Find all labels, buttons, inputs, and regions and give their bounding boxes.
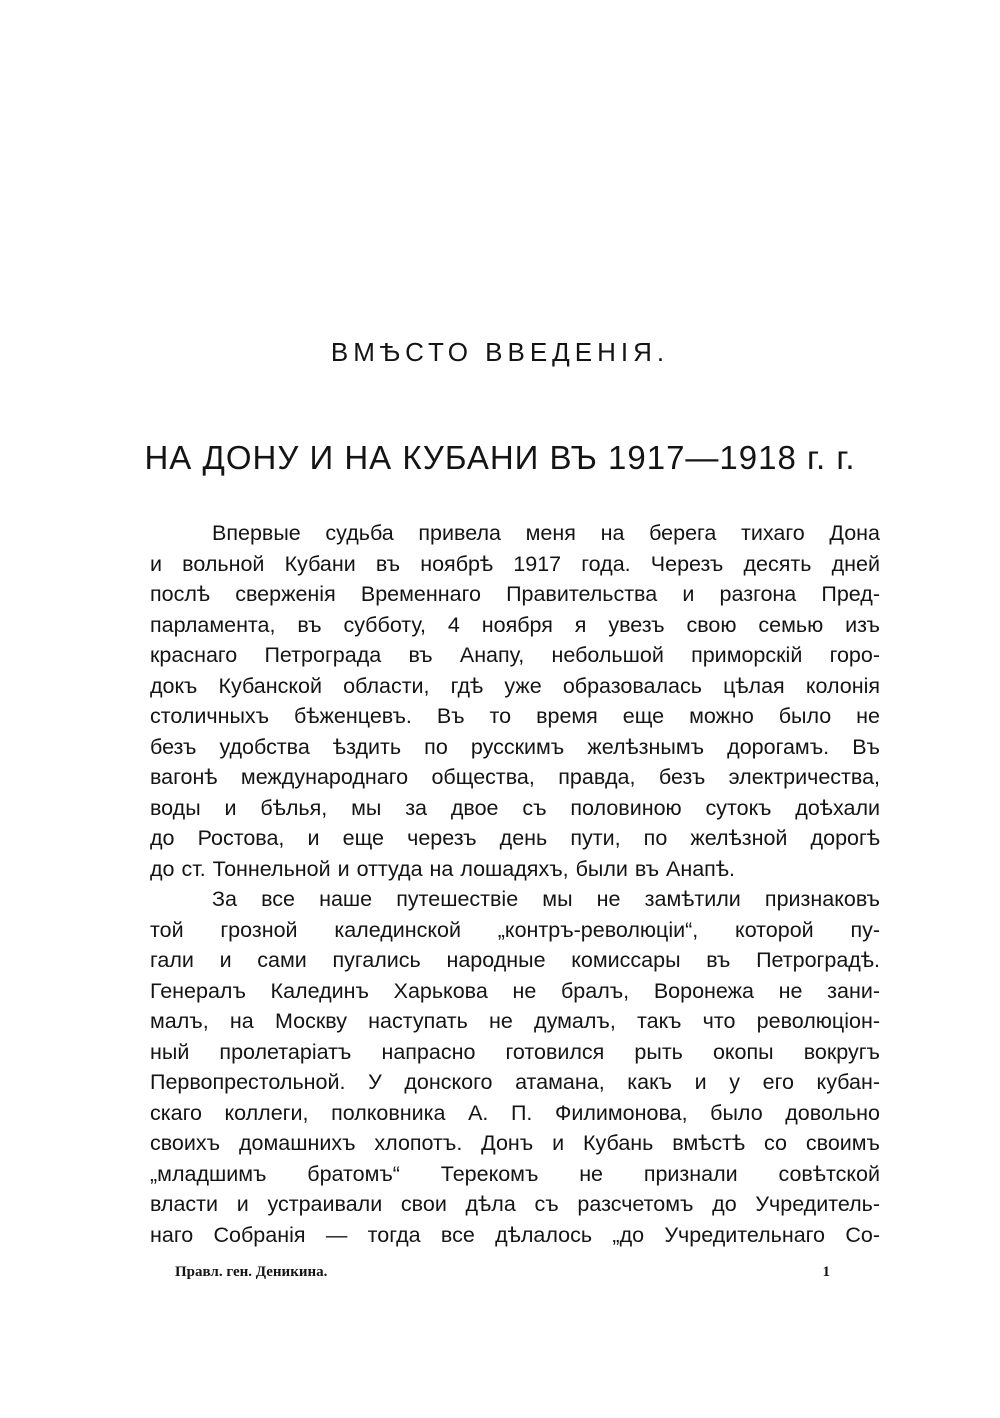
signature-mark: 1 (822, 1264, 830, 1280)
text-line: вагонѣ международнаго общества, правда, безъ электричества, (150, 765, 880, 789)
text-line: той грозной калединской „контръ-революціи“, которой пу- (150, 917, 880, 942)
text-line: ный пролетаріатъ напрасно готовился рыть окопы вокругъ (150, 1039, 880, 1064)
text-line: Генералъ Калединъ Харькова не бралъ, Воронежа не зани- (150, 978, 880, 1003)
footer-signature: Правл. ген. Деникина. (175, 1264, 328, 1280)
text-line: За все наше путешествіе мы не замѣтили признаковъ (212, 887, 880, 911)
text-line: гали и сами пугались народные комиссары въ Петроградѣ. (150, 948, 880, 972)
text-line: Впервые судьба привела меня на берега тихаго Дона (212, 521, 880, 545)
text-line: до Ростова, и еще черезъ день пути, по желѣзной дорогѣ (150, 826, 880, 850)
text-line: „младшимъ братомъ“ Терекомъ не признали совѣтской (150, 1161, 880, 1186)
text-line: безъ удобства ѣздить по русскимъ желѣзнымъ дорогамъ. Въ (150, 734, 880, 759)
text-line: власти и устраивали свои дѣла съ разсчетомъ до Учредитель- (150, 1192, 880, 1216)
text-line: парламента, въ субботу, 4 ноября я увезъ свою семью изъ (150, 612, 880, 637)
text-line: малъ, на Москву наступать не думалъ, такъ что революціон- (150, 1009, 880, 1033)
text-line: до ст. Тоннельной и оттуда на лошадяхъ, были въ Анапѣ. (150, 856, 735, 881)
text-line: краснаго Петрограда въ Анапу, небольшой приморскій горо- (150, 643, 880, 667)
text-line: и вольной Кубани въ ноябрѣ 1917 года. Черезъ десять дней (150, 551, 880, 576)
text-line: наго Собранія — тогда все дѣлалось „до Учредительнаго Со- (150, 1222, 880, 1247)
text-line: Первопрестольной. У донского атамана, какъ и у его кубан- (150, 1070, 880, 1094)
text-line: докъ Кубанской области, гдѣ уже образовалась цѣлая колонія (150, 673, 880, 698)
chapter-heading: НА ДОНУ И НА КУБАНИ ВЪ 1917—1918 г. г. (144, 439, 856, 476)
body-text (150, 518, 880, 1250)
text-line: своихъ домашнихъ хлопотъ. Донъ и Кубань вмѣстѣ со своимъ (150, 1131, 880, 1155)
text-line: послѣ сверженія Временнаго Правительства и разгона Пред- (150, 582, 880, 606)
text-line: воды и бѣлья, мы за двое съ половиною сутокъ доѣхали (150, 795, 880, 820)
page-footer (150, 1264, 830, 1290)
section-heading: ВМѢСТО ВВЕДЕНІЯ. (330, 337, 670, 367)
text-line: столичныхъ бѣженцевъ. Въ то время еще можно было не (150, 704, 880, 728)
text-line: скаго коллеги, полковника А. П. Филимонова, было довольно (150, 1100, 880, 1125)
